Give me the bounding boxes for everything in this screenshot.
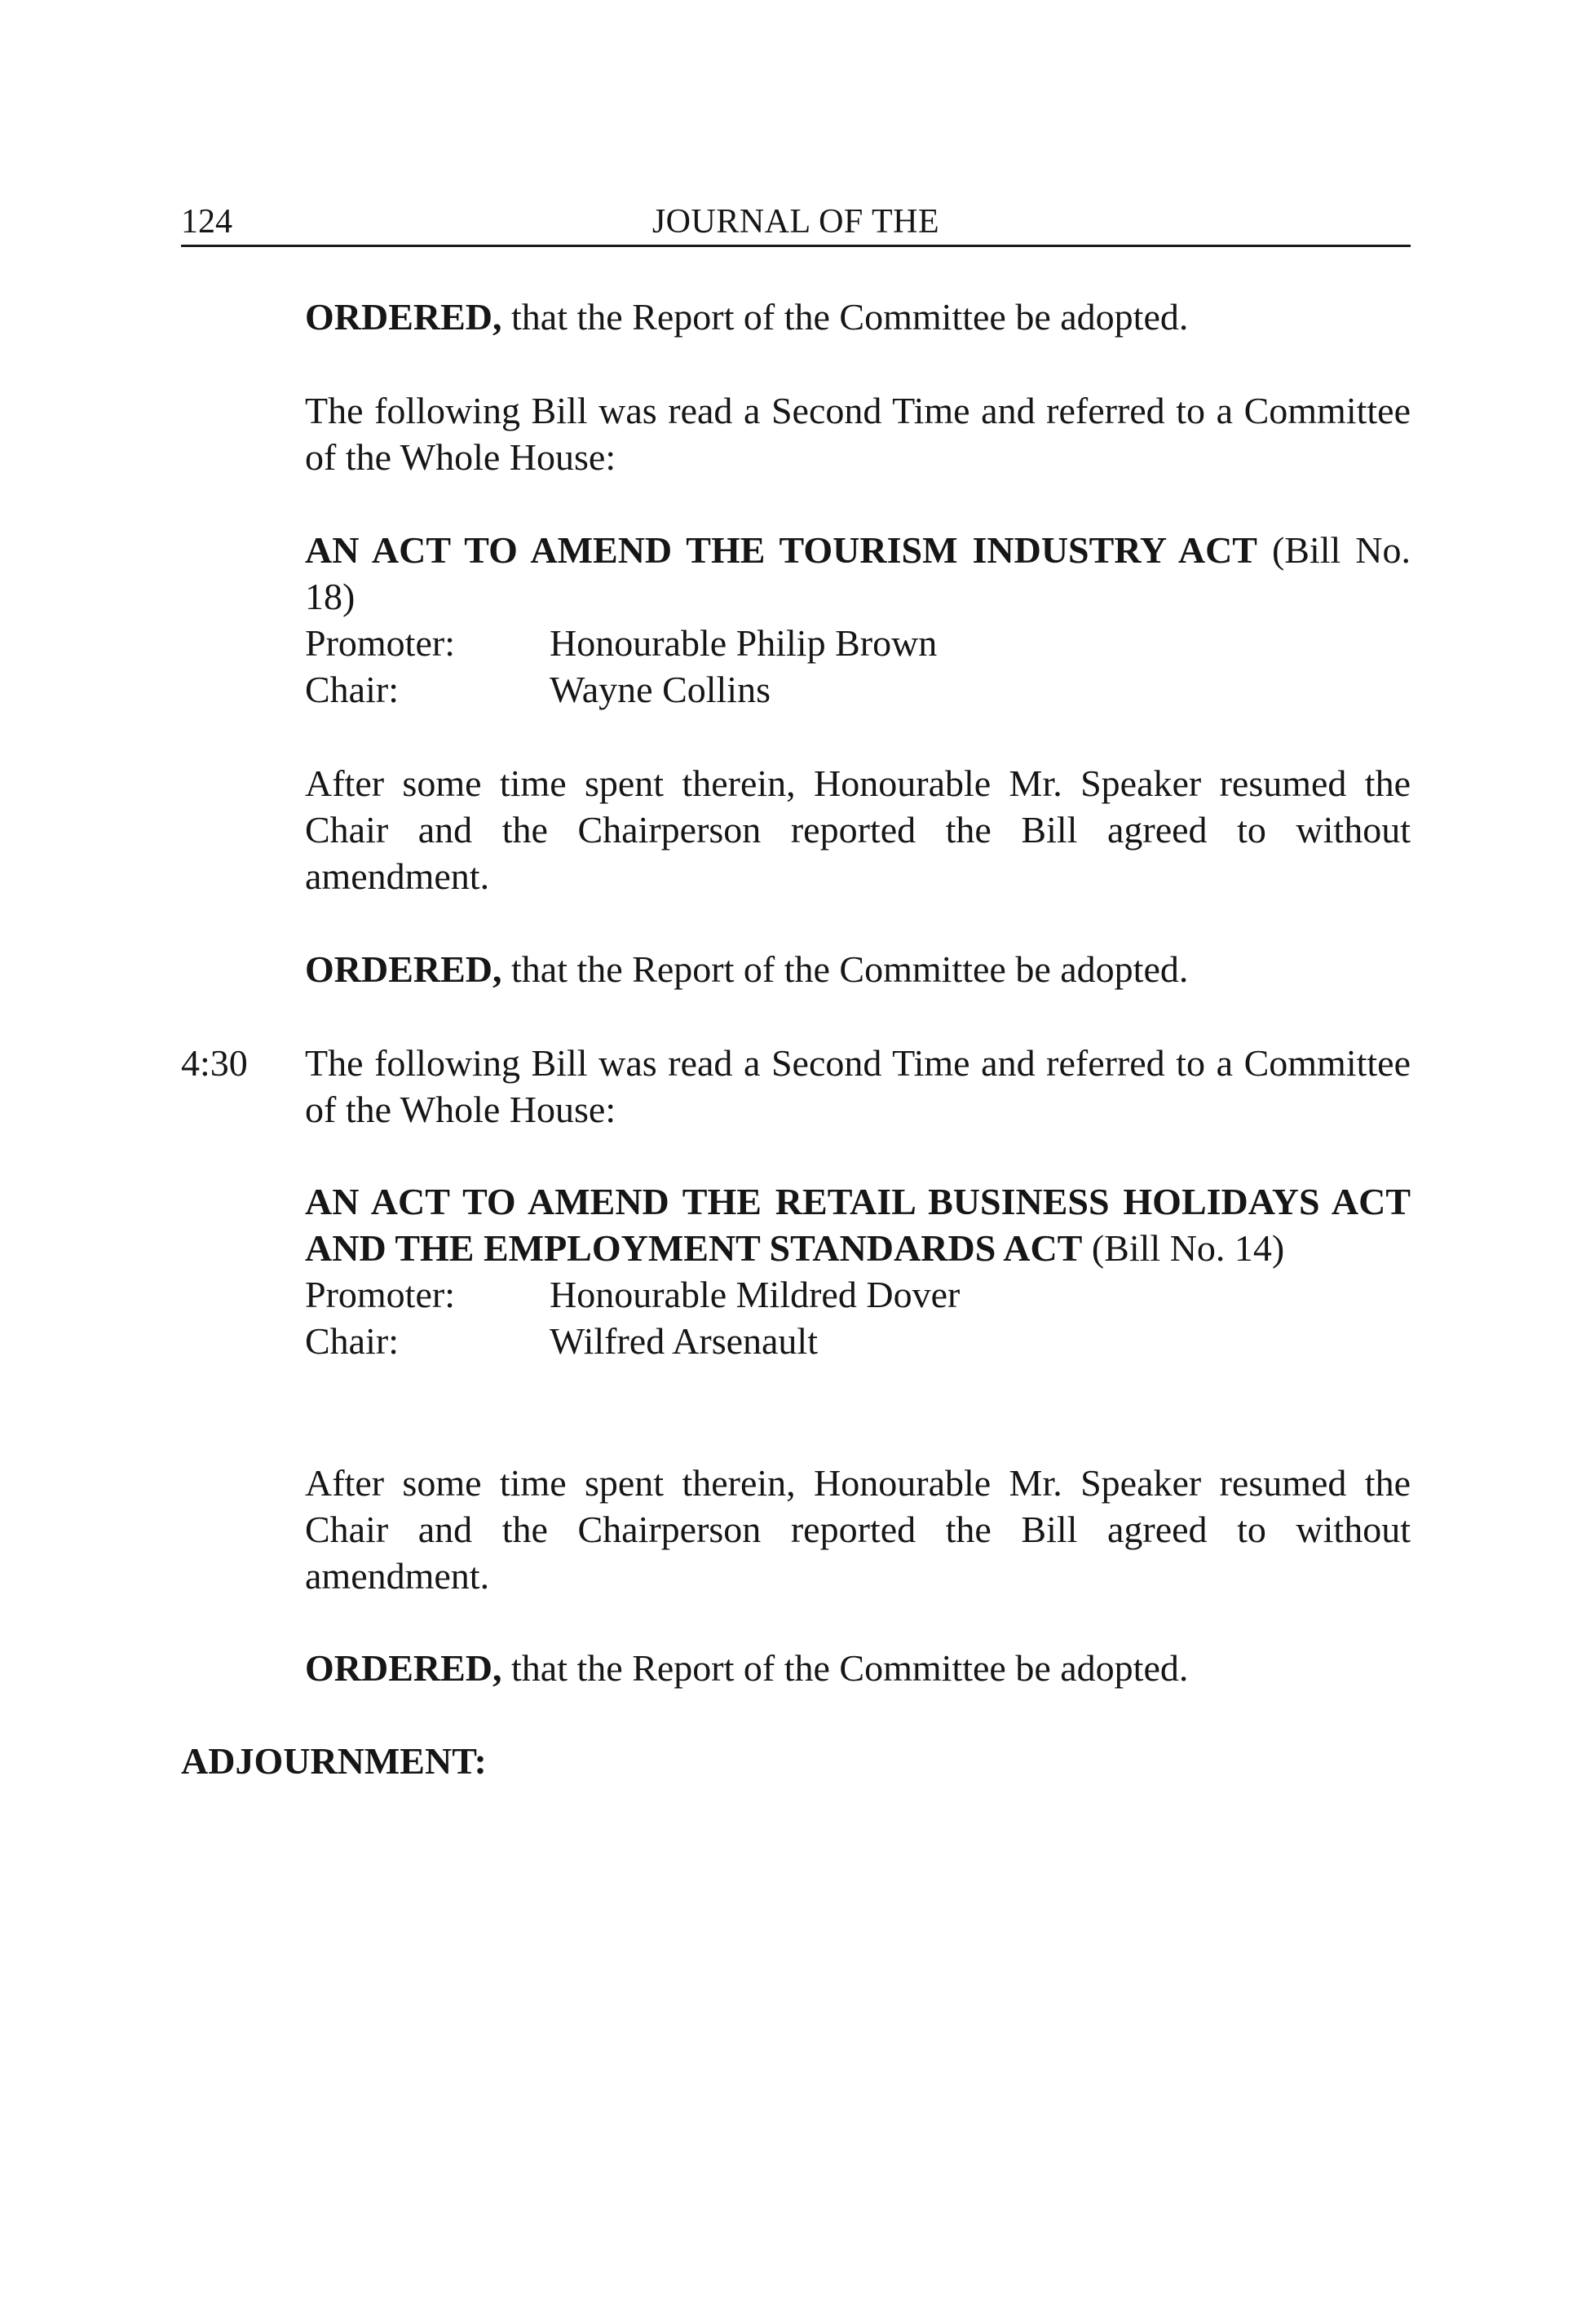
chair-row — [305, 1318, 1411, 1364]
chair-row — [305, 666, 1411, 713]
bill-entry-1 — [305, 527, 1411, 713]
running-title: JOURNAL OF THE — [651, 203, 940, 241]
bill-title-2 — [305, 1178, 1411, 1271]
page-number: 124 — [181, 203, 232, 241]
ordered-text: that the Report of the Committee be adopted. — [501, 948, 1189, 990]
second-reading-paragraph-1: The following Bill was read a Second Time and referred to a Committee of the Whole House: — [305, 390, 1411, 478]
promoter-row — [305, 1271, 1411, 1318]
promoter-row — [305, 620, 1411, 666]
bill-number: (Bill No. 18) — [305, 529, 1411, 617]
promoter-label: Promoter: — [305, 1274, 455, 1315]
ordered-keyword: ORDERED, — [305, 948, 502, 990]
bill-number: (Bill No. 14) — [1082, 1227, 1285, 1269]
ordered-keyword: ORDERED, — [305, 296, 502, 338]
ordered-text: that the Report of the Committee be adopted. — [501, 1647, 1189, 1689]
chair-value: Wilfred Arsenault — [550, 1320, 818, 1362]
ordered-keyword: ORDERED, — [305, 1647, 502, 1689]
bill-entry-2 — [305, 1178, 1411, 1364]
adjournment-heading: ADJOURNMENT: — [181, 1740, 487, 1782]
bill-title-text: AN ACT TO AMEND THE RETAIL BUSINESS HOLIDAYS ACT AND THE EMPLOYMENT STANDARDS ACT — [305, 1181, 1411, 1269]
ordered-text: that the Report of the Committee be adopted. — [501, 296, 1189, 338]
chair-value: Wayne Collins — [550, 669, 771, 710]
ordered-paragraph-3 — [305, 1645, 1411, 1691]
bill-title-text: AN ACT TO AMEND THE TOURISM INDUSTRY ACT — [305, 529, 1257, 571]
after-paragraph-2: After some time spent therein, Honourable Mr. Speaker resumed the Chair and the Chairperson reported the Bill agreed to without amendment. — [305, 1462, 1411, 1597]
second-reading-paragraph-2: The following Bill was read a Second Time and referred to a Committee of the Whole House: — [305, 1042, 1411, 1130]
page-header — [181, 199, 1411, 247]
chair-label: Chair: — [305, 669, 399, 710]
promoter-value: Honourable Mildred Dover — [550, 1274, 961, 1315]
promoter-label: Promoter: — [305, 622, 455, 664]
promoter-value: Honourable Philip Brown — [550, 622, 938, 664]
ordered-paragraph-2 — [305, 946, 1411, 992]
ordered-paragraph-1 — [305, 294, 1411, 340]
time-stamp: 4:30 — [181, 1042, 248, 1084]
after-paragraph-1: After some time spent therein, Honourable Mr. Speaker resumed the Chair and the Chairperson reported the Bill agreed to without amendment. — [305, 762, 1411, 897]
bill-title-1 — [305, 527, 1411, 620]
chair-label: Chair: — [305, 1320, 399, 1362]
